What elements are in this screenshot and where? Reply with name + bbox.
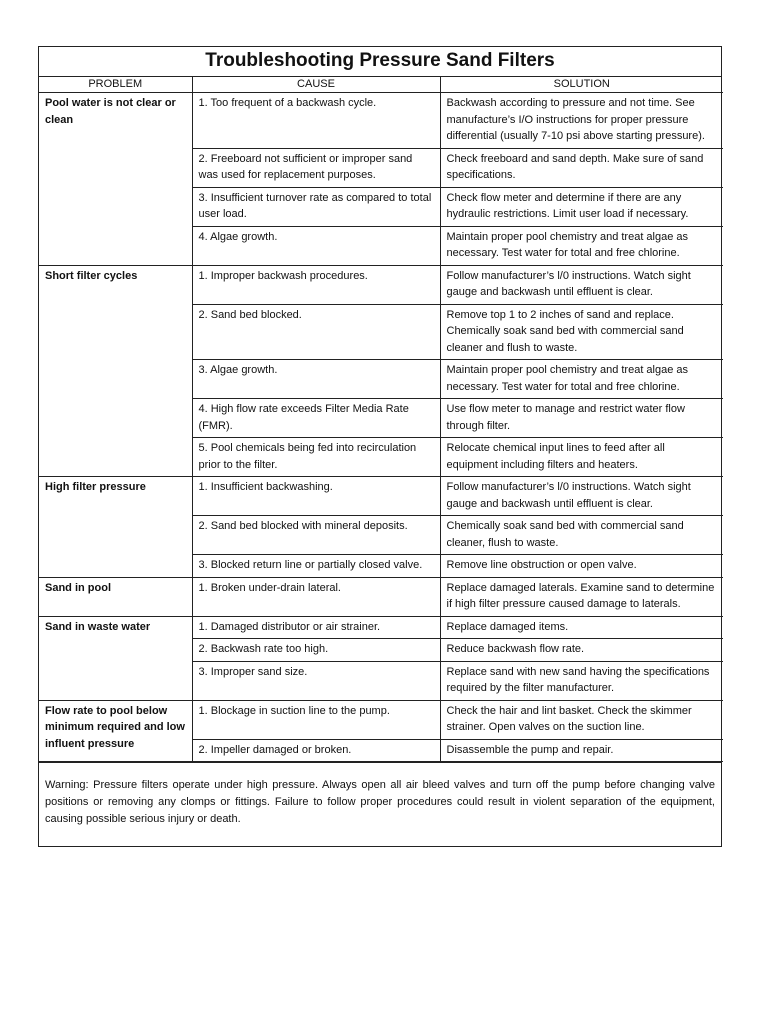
solution-cell: Maintain proper pool chemistry and treat algae as necessary. Test water for total and free chlorine. bbox=[440, 226, 723, 265]
cause-cell: 2. Impeller damaged or broken. bbox=[192, 739, 440, 762]
cause-cell: 3. Blocked return line or partially closed valve. bbox=[192, 555, 440, 578]
table-row bbox=[39, 577, 723, 616]
cause-cell: 1. Broken under-drain lateral. bbox=[192, 577, 440, 616]
solution-cell: Replace damaged laterals. Examine sand to determine if high filter pressure caused damage to laterals. bbox=[440, 577, 723, 616]
solution-cell: Remove line obstruction or open valve. bbox=[440, 555, 723, 578]
troubleshooting-sheet bbox=[38, 46, 722, 847]
solution-cell: Chemically soak sand bed with commercial sand cleaner, flush to waste. bbox=[440, 516, 723, 555]
cause-cell: 1. Insufficient backwashing. bbox=[192, 477, 440, 516]
solution-cell: Reduce backwash flow rate. bbox=[440, 639, 723, 662]
solution-cell: Check the hair and lint basket. Check the skimmer strainer. Open valves on the suction line. bbox=[440, 700, 723, 739]
solution-cell: Follow manufacturer’s l/0 instructions. Watch sight gauge and backwash until effluent is clear. bbox=[440, 265, 723, 304]
cause-cell: 2. Backwash rate too high. bbox=[192, 639, 440, 662]
solution-cell: Use flow meter to manage and restrict water flow through filter. bbox=[440, 399, 723, 438]
solution-cell: Replace sand with new sand having the specifications required by the filter manufacturer. bbox=[440, 661, 723, 700]
header-problem: PROBLEM bbox=[39, 77, 192, 93]
solution-cell: Follow manufacturer’s l/0 instructions. Watch sight gauge and backwash until effluent is clear. bbox=[440, 477, 723, 516]
table-row bbox=[39, 93, 723, 149]
cause-cell: 2. Sand bed blocked with mineral deposits. bbox=[192, 516, 440, 555]
header-row bbox=[39, 77, 723, 93]
solution-cell: Check freeboard and sand depth. Make sure of sand specifications. bbox=[440, 148, 723, 187]
table-row bbox=[39, 616, 723, 639]
problem-cell: Flow rate to pool below minimum required and low influent pressure bbox=[39, 700, 192, 762]
problem-cell: Sand in pool bbox=[39, 577, 192, 616]
solution-cell: Relocate chemical input lines to feed after all equipment including filters and heaters. bbox=[440, 438, 723, 477]
solution-cell: Check flow meter and determine if there are any hydraulic restrictions. Limit user load if necessary. bbox=[440, 187, 723, 226]
cause-cell: 3. Algae growth. bbox=[192, 360, 440, 399]
table-row bbox=[39, 477, 723, 516]
warning-note: Warning: Pressure filters operate under high pressure. Always open all air bleed valves and turn off the pump before changing valve positions or removing any clomps or fittings. Failure to follow proper procedures could result in violent separation of the equipment, causing possible serious injury or death. bbox=[39, 762, 721, 846]
cause-cell: 4. High flow rate exceeds Filter Media Rate (FMR). bbox=[192, 399, 440, 438]
header-cause: CAUSE bbox=[192, 77, 440, 93]
problem-cell: High filter pressure bbox=[39, 477, 192, 578]
cause-cell: 5. Pool chemicals being fed into recirculation prior to the filter. bbox=[192, 438, 440, 477]
cause-cell: 1. Damaged distributor or air strainer. bbox=[192, 616, 440, 639]
solution-cell: Backwash according to pressure and not time. See manufacture’s I/O instructions for proper pressure differential (usually 7-10 psi above starting pressure). bbox=[440, 93, 723, 149]
solution-cell: Replace damaged items. bbox=[440, 616, 723, 639]
cause-cell: 3. Improper sand size. bbox=[192, 661, 440, 700]
troubleshooting-table bbox=[39, 77, 723, 762]
table-row bbox=[39, 700, 723, 739]
cause-cell: 2. Sand bed blocked. bbox=[192, 304, 440, 360]
solution-cell: Disassemble the pump and repair. bbox=[440, 739, 723, 762]
problem-cell: Sand in waste water bbox=[39, 616, 192, 700]
cause-cell: 1. Too frequent of a backwash cycle. bbox=[192, 93, 440, 149]
problem-cell: Short filter cycles bbox=[39, 265, 192, 477]
cause-cell: 2. Freeboard not sufficient or improper sand was used for replacement purposes. bbox=[192, 148, 440, 187]
cause-cell: 4. Algae growth. bbox=[192, 226, 440, 265]
solution-cell: Maintain proper pool chemistry and treat algae as necessary. Test water for total and free chlorine. bbox=[440, 360, 723, 399]
cause-cell: 1. Improper backwash procedures. bbox=[192, 265, 440, 304]
cause-cell: 1. Blockage in suction line to the pump. bbox=[192, 700, 440, 739]
solution-cell: Remove top 1 to 2 inches of sand and replace. Chemically soak sand bed with commercial sand cleaner and flush to waste. bbox=[440, 304, 723, 360]
table-body bbox=[39, 93, 723, 762]
problem-cell: Pool water is not clear or clean bbox=[39, 93, 192, 266]
header-solution: SOLUTION bbox=[440, 77, 723, 93]
table-row bbox=[39, 265, 723, 304]
page-title: Troubleshooting Pressure Sand Filters bbox=[39, 47, 721, 77]
cause-cell: 3. Insufficient turnover rate as compared to total user load. bbox=[192, 187, 440, 226]
